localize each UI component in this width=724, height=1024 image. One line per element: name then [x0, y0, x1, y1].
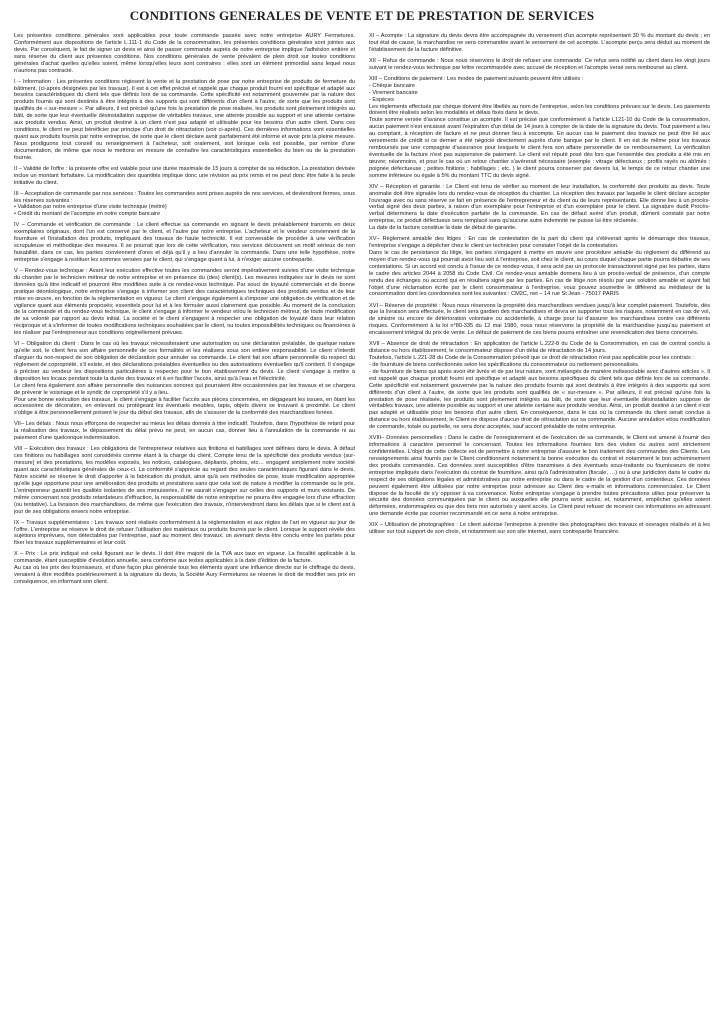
clause-paragraph: II – Validité de l'offre : la présente offre est valable pour une durée maximale de 15 jours à compter de sa rédaction. La prestation devisée inclue un montant forfaitaire. La modification des quantités implique donc une révision au prix remis et ne peut donc être faite à la seule initiative du client. — [14, 165, 355, 186]
clause-paragraph: - Virement bancaire — [369, 89, 418, 96]
clause-paragraph: - Espèces — [369, 96, 394, 103]
document-title: CONDITIONS GENERALES DE VENTE ET DE PRESTATION DE SERVICES — [129, 8, 595, 23]
clause-paragraph: XVI – Réserve de propriété : Nous nous réservons la propriété des marchandises vendues jusqu'à leur complet paiement. Toutefois, dès que la livraison sera effectuée, le client sera gardien des marchandises et devra en supporter tous les risques, notamment en cas de vol, de sinistre ou encore de détérioration volontaire ou accidentelle, à charge pour lui d'assurer les marchandises contre ces différents risques. Conformément à la loi n°80-335 du 12 mai 1980, nous nous réservons la propriété de la marchandise jusqu'au paiement et encaissement intégral du prix de vente. Le défaut de paiement de ces biens pourra entraîner une revendication des biens concernés. — [369, 302, 710, 337]
clause-paragraph: Les règlements effectués par chèque doivent être libellés au nom de l'entreprise, selon les conditions prévues sur le devis. Les paiements doivent être réalisés selon les modalités et délais fixés dans le devis. — [369, 103, 710, 117]
clause-section — [369, 236, 710, 298]
clause-section — [14, 268, 355, 337]
clause-paragraph: VI – Obligation du client : Dans le cas où les travaux nécessiteraient une autorisation ou une déclaration préalable, de quelque nature qu'elle soit, le client fera son affaire personnelle de ces formalités et les réalisera sous son entière responsabilité. Le client s'interdit d'arguer du non-respect de son obligation de déclaration pour annuler sa commande. Le client fait son affaire personnelle du respect du règlement de copropriété, s'il existe, et des déclarations préalables éventuelles ou des autorisations éventuelles qu'il contient. Il s'engage à préciser au vendeur les dispositions particulières à respecter pour le bon établissement du devis. Le client s'engage à mettre à disposition les locaux pendant toute la durée des travaux et à en faciliter l'accès, ainsi qu'à l'eau et l'électricité. — [14, 341, 355, 382]
clause-section — [369, 522, 710, 536]
clause-section — [369, 76, 710, 180]
clause-paragraph: IX – Travaux supplémentaires : Les travaux sont réalisés conformément à la réglementation et aux règles de l'art en vigueur au jour de l'offre. L'entreprise se réserve le droit de refuser l'utilisation des matériaux ou produits fournis par le client. Lorsque le support révèle des sujétions imprévues, non détectables par l'entreprise, sauf au moment des travaux, un avenant devra être conclu entre les parties pour fixer les travaux supplémentaires et leur coût. — [14, 519, 355, 547]
document-columns — [14, 33, 710, 590]
clause-paragraph: Toutefois, l'article L.221-28 du Code de la Consommation prévoit que ce droit de rétractation n'est pas applicable pour les contrats : — [369, 355, 694, 362]
clause-section — [369, 341, 710, 431]
clause-paragraph: VII– Les délais : Nous nous efforçons de respecter au mieux les délais donnés à titre indicatif. Toutefois, dans l'hypothèse de retard pour la réalisation des travaux, le dépassement du délai prévu ne peut, en aucun cas, donner lieu à l'annulation de la commande ni au paiement d'une quelconque indemnisation. — [14, 421, 355, 442]
clause-paragraph: - de fourniture de biens confectionnés selon les spécifications du consommateur ou nettement personnalisés. — [369, 362, 640, 368]
clause-section — [14, 520, 355, 548]
clause-section — [369, 58, 710, 72]
clause-section — [14, 166, 355, 187]
clause-section — [14, 222, 355, 263]
clause-paragraph: XVIII– Données personnelles : Dans le cadre de l'enregistrement et de l'exécution de sa commande, le Client est amené à fournir des informations à caractère personnel le concernant. Toutes les informations fournies lors des visites ou autres sont strictement confidentielles. L'objet de cette collecte est de permettre à notre entreprise d'assurer le bon traitement des commandes des Clients. Les renseignements ainsi fournis par le Client conditionnent notamment la bonne exécution du contrat et notamment le bon acheminement des produits commandés. Ces données sont susceptibles d'être transmises à des éventuels sous-traitants ou fournisseurs de notre entreprise impliqués dans l'exécution du contrat de fourniture, ainsi qu'à l'administration (fiscale, …) ou à une juridiction dans le cadre du respect de ses obligations légales et administratives par notre entreprise ou dans le cadre de la gestion d'un contentieux. Ces données peuvent également être utilisées par notre entreprise pour adresser au Client des e-mails et informations commerciales. Le Client dispose de la faculté de s'y opposer à sa convenance. Notre entreprise s'engage à prendre toutes précautions utiles pour préserver la sécurité des données communiquées par le client ou auxquelles elle pourra avoir accès, et, notamment, empêcher qu'elles soient déformées, endommagées ou que des tiers non autorisés y aient accès. Le Client peut refuser de recevoir ces informations en adressant une demande écrite par courrier recommandé en ce sens à notre entreprise. — [369, 435, 710, 518]
clause-section — [14, 421, 355, 442]
clause-section — [14, 33, 355, 74]
clause-paragraph: X – Prix : Le prix indiqué est celui figurant sur le devis. Il doit être majoré de la TVA aux taux en vigueur. La fiscalité applicable à la commande, étant susceptible d'évolution annuelle, sera conforme aux textes applicables à la date d'édition de la facture. — [14, 551, 355, 565]
clause-paragraph: XV– Règlement amiable des litiges : En cas de contestation de la part du client qui s'élèverait après le démarrage des travaux, l'entreprise s'engage à dépêcher chez le client un technicien pour constater l'objet de la contestation. — [369, 236, 710, 250]
clause-paragraph: Au cas où les prix des fournisseurs, et d'une façon plus générale tous les éléments ayant une influence directe sur le chiffrage du devis, venaient à être modifiés postérieurement à la signature du devis, la Société Aury Fermetures se réserve le droit de modifier ses prix en conséquence, en informant son client. — [14, 565, 355, 586]
clause-paragraph: XII – Refus de commande : Nous nous réservons le droit de refuser une commande. Ce refus sera notifié au client dans les vingt jours suivant le rendez-vous technique par lettre recommandée avec accusé de réception et l'acompte versé sera remboursé au client. — [369, 57, 710, 71]
clause-section — [369, 435, 710, 518]
clause-paragraph: III – Acceptation de commande par nos services : Toutes les commandes sont prises auprès de nos services, et deviendront fermes, sous les réserves suivantes : — [14, 190, 355, 204]
clause-section — [14, 341, 355, 417]
clause-paragraph: La date de la facture constitue la date de début de garantie. — [369, 225, 517, 232]
clause-paragraph: • Validation par notre entreprise d'une visite technique (métré) — [14, 204, 167, 211]
clause-paragraph: Toute somme versée d'avance constitue un acompte. Il est précisé que conformément à l'article L121-10 du Code de la consommation, aucun paiement n'est encaissé avant l'expiration d'un délai de 14 jours à compter de la date de la signature du devis. Tout paiement a lieu au comptant, à réception de facture et ne peut donner lieu à escompte. En aucun cas le paiement des travaux ne peut être lié aux versements de crédit si ce dernier a été négocié directement auprès d'une banque par le client. Il en est de même pour les travaux remboursés par une compagnie d'assurance pour lesquels le client fera son affaire personnelle de ce remboursement. La vérification éventuelle de la facture n'est pas suspensive de paiement. Le client est réputé posé dès lors que l'ensemble des produits a été mis en œuvre; néanmoins, et pour le cas où un retour chantier s'avérerait nécessaire (exemple : vitrage défectueux ; profils rayés ou abîmés ; poignée défectueuse ; petites finitions ; habillages ; etc. ) le client pourra conserver par devers lui, le temps de ce retour chantier une somme inférieure ou égale à 5% du montant TTC du devis signé. — [369, 117, 710, 179]
left-column — [14, 33, 355, 590]
clause-paragraph: XI – Acompte : La signature du devis devra être accompagnée du versement d'un acompte représentant 30 % du montant du devis ; en tout état de cause, la marchandise ne sera commandée avant le versement de cet acompte. L'acompte perçu sera déduit au moment de l'établissement de la facture définitive. — [369, 33, 710, 53]
clause-section — [14, 551, 355, 586]
clause-paragraph: VIII – Exécution des travaux : Les obligations de l'entrepreneur relatives aux finitions et habillages sont définies dans le devis. À défaut ces finitions ou habillages sont considérés comme étant à la charge du client. Compte tenu de la spécificité des produits vendus (sur-mesure) et des prestations, les modèles exposés, les notices, catalogues, dépliants, photos, etc… engagent simplement notre société quant aux caractéristiques générales de ceux-ci. La conformité s'apprécie au regard des seules caractéristiques figurant dans le devis. Notre société se réserve le droit d'apporter à la fabrication du produit, ainsi qu'à ses méthodes de pose, toute modification appropriée qu'elle juge opportune pour une amélioration des produits et prestations sans que cela soit de nature à modifier la commande ou le prix. L'entrepreneur garantit les qualités isolantes de ses menuiseries, il ne saurait s'engager sur celles des supports et murs existants. De même concernant nos produits retardateurs d'effraction, la responsabilité de notre entreprise ne pourra être engagée lors d'une effraction (ou tentative). La livraison des marchandises, de même que l'exécution des travaux, n'interviendront dans les délais que si le client est à jour de ses obligations envers notre entreprise. — [14, 446, 355, 515]
clause-paragraph: XIII – Conditions de paiement : Les modes de paiement suivants peuvent être utilisés : — [369, 75, 584, 82]
clause-paragraph: IV – Commande et vérification de commande : Le client effectue sa commande en signant le devis préalablement transmis en deux exemplaires originaux, dont l'un est conservé par le client, et l'autre par notre entreprise. L'acheteur et le vendeur conviennent de la fourniture et l'installation des produits, impliquant des travaux de haute technicité. Il est convenable de procéder à une vérification scrupuleuse et méthodique des mesures. Il se pourrait que lors de cette vérification, nos services découvrent un motif sérieux de non faisabilité, dans ce cas, les parties conviennent d'ores et déjà qu'il y a lieu d'annuler la commande. Dans une telle hypothèse, notre entreprise s'engage à restituer les sommes versées par le client, qui s'engage quant à lui, à n'exiger aucune contrepartie. — [14, 222, 355, 263]
clause-paragraph: V – Rendez-vous technique : Avant leur exécution effective toutes les commandes seront impérativement suivies d'une visite technique du chantier par le technicien métreur de notre entreprise et en présence du (des) client(s). Les mesures indiquées sur le devis ne sont données qu'à titre indicatif et pourront être modifiées suite à ce rendez-vous technique. Par souci de loyauté commerciale et de bonne pratique déontologique, notre entreprise s'engage à informer son client des caractéristiques techniques des produits vendus et de leur mise en œuvre, en fonction de la réglementation en vigueur. Le client s'engage également à s'imposer une obligation de vérification et de vigilance quant aux éléments proposés; essentiels pour lui et à les formuler aussi clairement que possible. Au moment de la conclusion de la commande et du rendez-vous technique, le client s'engage à informer le vendeur et/ou le technicien métreur, de toute modification de sa volonté par rapport au devis initial. La société et le client s'engagent à respecter une obligation de loyauté dans leur relation réciproque et à s'informer de toutes modifications techniques souhaitées par le client, ou toutes impossibilités techniques ou financières à les réaliser par l'entrepreneur aux conditions originellement prévues. — [14, 268, 355, 337]
clause-paragraph: - Chèque bancaire — [369, 82, 416, 89]
clause-section — [369, 184, 710, 232]
clause-section — [369, 303, 710, 338]
clause-paragraph: XVII – Absence de droit de rétractation : En application de l'article L.222-8 du Code de la Consommation, en cas de contrat conclu à distance ou hors établissement, le consommateur dispose d'un délai de rétractation de 14 jours. — [369, 341, 710, 355]
right-column — [369, 33, 710, 540]
clause-section — [14, 79, 355, 162]
clause-section — [14, 191, 355, 219]
clause-paragraph: I – Information : Les présentes conditions régissent la vente et la prestation de pose par notre entreprise de produits de fermeture du bâtiment, (ci-après désignées par les travaux). Il est à cet effet précisé et rappelé que chaque produit fourni est spécifique et adapté aux besoins caractéristiques du client tels que définis lors de sa commande. Cette spécificité est notamment gouvernée par la nature des produits fournis qui sont destinés à être intégrés à des supports qui sont différents d'un client à l'autre, de sorte que les produits sont qualifiés de « sur-mesure ». Par ailleurs, il est précisé qu'une fois la prestation de pose réalisée, les produits sont pleinement intégrés au bâti, de sorte que leur éventuelle désinstallation suppose de véritables travaux, une atteinte possible au support et une atteinte certaine aux produits vendus. Ainsi, un produit destiné à un client n'est pas adapté et utilisable pour les besoins d'un autre client. Dans ces conditions, le client ne peut bénéficier par principe d'un droit de rétractation (voir ci-après). Ces dernières informations sont essentielles quant aux produits fournis par notre entreprise, de sorte que le client déclare avoir parfaitement été informé et avoir pris la pleine mesure. Nous prodiguons tout conseil ou renseignement à l'acheteur, soit oralement, soit lorsque cela est possible, par remise d'une documentation, de même que nous le mettons en mesure de connaître les caractéristiques essentielles du bien ou de la prestation fournie. — [14, 78, 355, 161]
clause-paragraph: Pour une bonne exécution des travaux, le client s'engage à faciliter l'accès aux pièces concernées, en dégageant les issues, en ôtant les accessoires de décoration, en enlevant ou protégeant les éventuels meubles, tapis, objets divers se trouvant à proximité. Le client s'oblige à être personnellement présent le jour du début des travaux, afin de s'assurer de la conformité des marchandises livrées. — [14, 396, 355, 417]
clause-paragraph: Les présentes conditions générales sont applicables pour toute commande passée avec notre entreprise AURY Fermetures. Conformément aux dispositions de l'article L.111-1 du Code de la consommation, les présentes conditions générales sont jointes aux devis. Par conséquent, le fait de signer un devis et ainsi de passer commande auprès de notre entreprise implique l'adhésion entière et sans réserve du client aux présentes conditions. Nos conditions générales de vente prévalent de plein droit sur toutes conditions générales d'achat quelles qu'elles soient, même lorsqu'elles leurs sont contraires : elles sont un élément primordial sans lequel nous n'aurions pas contracté. — [14, 33, 355, 74]
clause-paragraph: Le client fera également son affaire personnelle des nuisances sonores qui pourraient être occasionnées par les travaux et se chargera de prévenir le voisinage et le syndic de copropriété s'il y a lieu. — [14, 382, 355, 396]
clause-section — [369, 33, 710, 54]
clause-section — [14, 446, 355, 515]
clause-paragraph: - de fourniture de biens qui après avoir été livrés et de par leur nature, sont mélangés de manière indissociable avec d'autres articles ». Il est rappelé que chaque produit fourni est spécifique et adapté aux besoins spécifiques du client tels que définis lors de sa commande. Cette spécificité est notamment gouvernée par la nature des produits fournis qui sont destinés à être intégrés à des supports qui sont différents d'un client à l'autre, de sorte que les produits sont qualifiés de « sur-mesure ». Par ailleurs, il est précisé qu'une fois la prestation de pose réalisée, les produits sont pleinement intégrés au bâti, de sorte que leur éventuelle désinstallation suppose de véritables travaux, une atteinte possible au support et une atteinte certaine aux produits vendus. Ainsi, un produit destiné à un client n'est pas adapté et utilisable pour les besoins d'un autre client. En conséquence, dans le cas où la commande du client serait conclue à distance ou hors établissement, le Client ne dispose d'aucun droit de rétractation sur sa commande. Aucune annulation et/ou modification de commande, totale ou partielle, ne sera donc acceptée, sauf accord préalable de notre entreprise. — [369, 368, 710, 431]
clause-paragraph: Dans le cas de persistance du litige, les parties s'engagent à mettre en œuvre une procédure amiable du règlement du différend au moyen d'un rendez-vous qui pourrait avoir lieu soit à l'entreprise, soit chez le client, au cours duquel chaque partie pourra débattre de ses contestations. Si un accord est conclu à l'issue de ce rendez-vous, il sera acté par un protocole transactionnel signé par les parties, dans le cadre des articles 2044 à 2058 du Code Civil. Ce rendez-vous amiable donnera lieu à un procès-verbal de présence, d'un compte rendu des échanges ou accord qui en résultera signé par les parties. En cas de litige non résolu par une solution amiable et ayant fait l'objet d'une réclamation écrite par le client consommateur à l'entreprise, vous pouvez soumettre le différend au médiateur de la consommation dont les coordonnées sont les suivantes : CM2C, net – 14 rue St Jean - 75017 PARIS — [369, 250, 710, 298]
clause-paragraph: • Crédit du montant de l'acompte en notre compte bancaire — [14, 211, 161, 218]
clause-paragraph: XIX – Utilisation de photographies : Le client autorise l'entreprise à prendre des photographies des travaux et ouvrages réalisés et à les utiliser sur tout support de son choix, et notamment sur son site internet, sans contrepartie financière. — [369, 522, 710, 536]
clause-paragraph: XIV – Réception et garantie : Le Client est tenu de vérifier au moment de leur installation, la conformité des produits au devis. Toute anomalie doit être signalée lors du rendez-vous de réception du chantier. La réception des travaux par laquelle le client déclare accepter l'ouvrage avec ou sans réserve se fait en présence de l'entrepreneur et du client ou de leurs représentants. Elle donne lieu à un procès-verbal signé des deux parties, à raison d'un exemplaire pour l'entreprise et d'un exemplaire pour le client. La signature dudit Procès-verbal déterminera la date d'exécution parfaite de la commande. En cas de défaut avéré d'un produit, dûment constaté par notre entreprise, ce produit défectueux sera remplacé sans qu'aucune autre indemnité ne puisse lui être réclamée. — [369, 183, 710, 225]
